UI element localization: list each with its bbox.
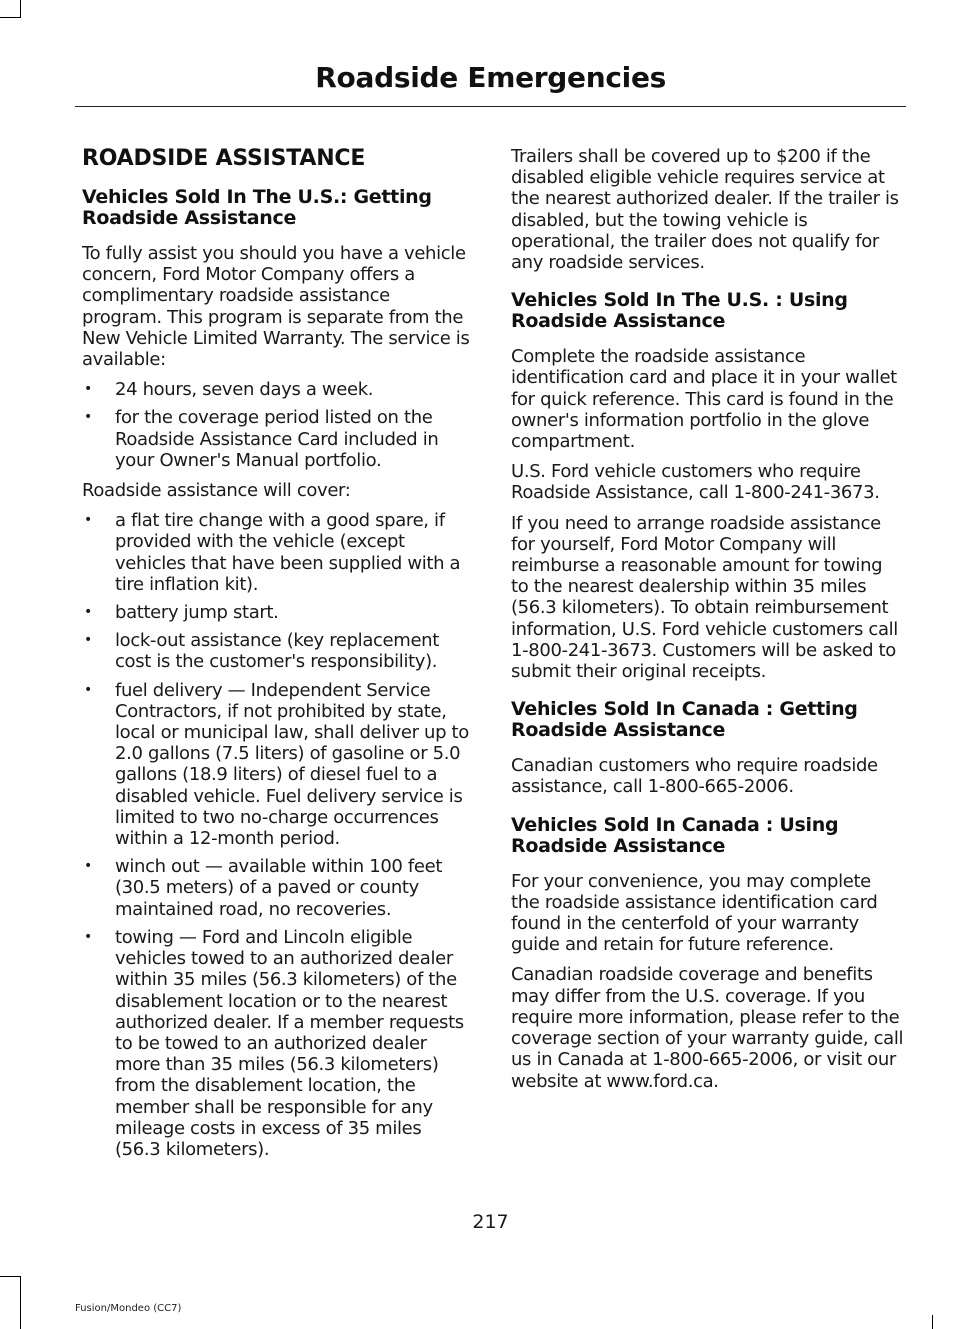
coverage-list [82, 510, 472, 1160]
right-column [511, 146, 904, 1101]
availability-list [82, 379, 472, 471]
footer-label: Fusion/Mondeo (CC7) [75, 1303, 182, 1314]
paragraph: Trailers shall be covered up to $200 if the disabled eligible vehicle requires service at the nearest authorized dealer. If the trailer is disabled, but the towing vehicle is operational, the trailer does not qualify for any roadside services. [511, 146, 899, 274]
list-item: • battery jump start. [82, 602, 472, 623]
crop-mark-top-left-h [0, 17, 20, 18]
crop-mark-bottom-left-h [0, 1276, 20, 1277]
paragraph: Complete the roadside assistance identification card and place it in your wallet for quick reference. This card is found in the owner's information portfolio in the glove compartment. [511, 346, 897, 453]
subheading-canada-getting: Vehicles Sold In Canada : Getting Roadside Assistance [511, 698, 858, 742]
subheading-us-getting: Vehicles Sold In The U.S.: Getting Roadside Assistance [82, 186, 432, 229]
list-item: • towing — Ford and Lincoln eligible vehicles towed to an authorized dealer within 35 miles (56.3 kilometers) of the disablement location or to the nearest authorized dealer. If a member requests to be towed to an authorized dealer more than 35 miles (56.3 kilometers) from the disablement location, the member shall be responsible for any mileage costs in excess of 35 miles (56.3 kilometers). [82, 927, 472, 1160]
paragraph: To fully assist you should you have a vehicle concern, Ford Motor Company offers a complimentary roadside assistance program. This program is separate from the New Vehicle Limited Warranty. The service is available: [82, 243, 470, 371]
paragraph: If you need to arrange roadside assistance for yourself, Ford Motor Company will reimburse a reasonable amount for towing to the nearest dealership within 35 miles (56.3 kilometers). To obtain reimbursement information, U.S. Ford vehicle customers call 1-800-241-3673. Customers will be asked to submit their original receipts. [511, 512, 898, 683]
paragraph: U.S. Ford vehicle customers who require Roadside Assistance, call 1-800-241-3673. [511, 461, 880, 504]
paragraph: Roadside assistance will cover: [82, 480, 351, 502]
list-item: • a flat tire change with a good spare, if provided with the vehicle (except vehicles that have been supplied with a tire inflation kit). [82, 510, 472, 595]
crop-mark-bottom-left-v [20, 1276, 21, 1329]
crop-mark-top-left-v [20, 0, 21, 18]
subheading-canada-using: Vehicles Sold In Canada : Using Roadside Assistance [511, 813, 839, 857]
list-item: • lock-out assistance (key replacement cost is the customer's responsibility). [82, 630, 472, 672]
list-item: • winch out — available within 100 feet (30.5 meters) of a paved or county maintained road, no recoveries. [82, 856, 472, 920]
crop-mark-bottom-right-v [932, 1315, 933, 1329]
subheading-us-using: Vehicles Sold In The U.S. : Using Roadside Assistance [511, 289, 848, 333]
page-number: 217 [472, 1211, 509, 1233]
paragraph: Canadian roadside coverage and benefits may differ from the U.S. coverage. If you require more information, please refer to the coverage section of your warranty guide, call us in Canada at 1-800-665-2006, or visit our website at www.ford.ca. [511, 964, 904, 1092]
left-column [82, 146, 472, 1169]
page-title: Roadside Emergencies [315, 61, 666, 94]
paragraph: For your convenience, you may complete the roadside assistance identification card found in the centerfold of your warranty guide and retain for future reference. [511, 870, 878, 956]
section-title: ROADSIDE ASSISTANCE [82, 146, 366, 171]
paragraph: Canadian customers who require roadside assistance, call 1-800-665-2006. [511, 755, 878, 798]
list-item: • for the coverage period listed on the Roadside Assistance Card included in your Owner's Manual portfolio. [82, 407, 472, 471]
list-item: • fuel delivery — Independent Service Contractors, if not prohibited by state, local or municipal law, shall deliver up to 2.0 gallons (7.5 liters) of gasoline or 5.0 gallons (18.9 liters) of diesel fuel to a disabled vehicle. Fuel delivery service is limited to two no-charge occurrences within a 12-month period. [82, 680, 472, 850]
list-item: • 24 hours, seven days a week. [82, 379, 472, 400]
page-header [75, 58, 906, 107]
